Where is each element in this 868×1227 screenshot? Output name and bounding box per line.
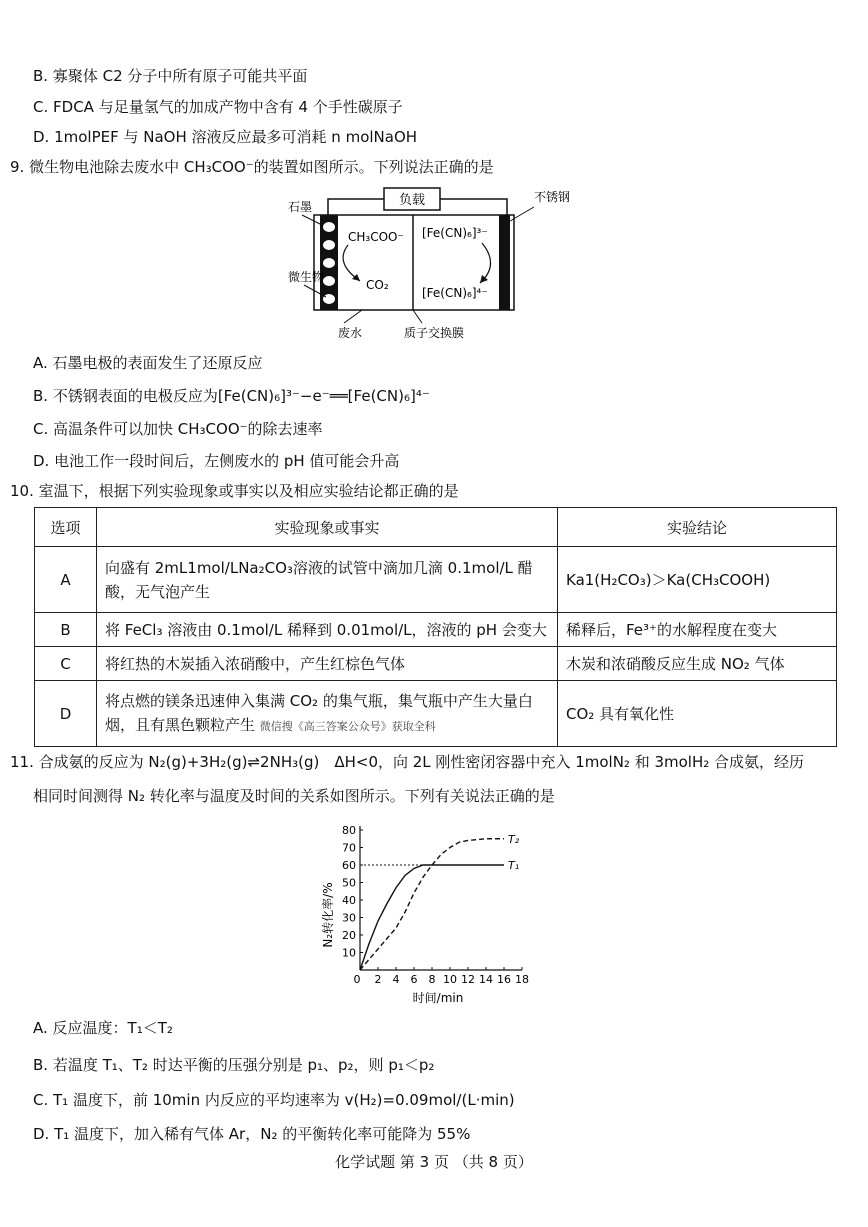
co2-label: CO₂ — [366, 278, 389, 292]
series-label: T₂ — [508, 832, 520, 846]
x-tick-label: 18 — [515, 973, 529, 986]
row-phenomenon: 将 FeCl₃ 溶液由 0.1mol/L 稀释到 0.01mol/L，溶液的 pH 会变大 — [97, 613, 558, 647]
series-t1-line — [360, 865, 504, 970]
row-conclusion: Ka1(H₂CO₃)＞Ka(CH₃COOH) — [558, 547, 837, 613]
x-tick-label: 6 — [410, 973, 418, 986]
header-conclusion: 实验结论 — [558, 508, 837, 547]
y-axis-label: N₂转化率/% — [321, 882, 335, 948]
steel-label: 不锈钢 — [534, 190, 571, 204]
row-phenomenon: 向盛有 2mL1mol/LNa₂CO₃溶液的试管中滴加几滴 0.1mol/L 醋酸，无气泡产生 — [97, 547, 558, 613]
row-phenomenon-text: 将点燃的镁条迅速伸入集满 CO₂ 的集气瓶，集气瓶中产生大量白烟，且有黑色颗粒产生 — [105, 691, 533, 734]
q9-option-a: A. 石墨电极的表面发生了还原反应 — [33, 354, 263, 372]
row-phenomenon: 将红热的木炭插入浓硝酸中，产生红棕色气体 — [97, 647, 558, 681]
table-row — [35, 647, 837, 681]
q11-option-b: B. 若温度 T₁、T₂ 时达平衡的压强分别是 p₁、p₂，则 p₁＜p₂ — [33, 1056, 435, 1074]
load-label: 负载 — [398, 193, 426, 208]
fe3-label: [Fe(CN)₆]³⁻ — [422, 226, 488, 240]
y-tick-label: 70 — [342, 841, 356, 855]
page-footer: 化学试题 第 3 页 （共 8 页） — [335, 1153, 533, 1171]
q10-stem: 10. 室温下，根据下列实验现象或事实以及相应实验结论都正确的是 — [10, 482, 459, 500]
header-option: 选项 — [35, 508, 97, 547]
x-tick-label: 2 — [374, 973, 382, 986]
x-tick-label: 8 — [428, 973, 436, 986]
q8-option-c: C. FDCA 与足量氢气的加成产物中含有 4 个手性碳原子 — [33, 98, 403, 116]
q8-option-d: D. 1molPEF 与 NaOH 溶液反应最多可消耗 n molNaOH — [33, 128, 418, 146]
y-tick-label: 20 — [342, 929, 356, 942]
origin-label: 0 — [353, 973, 361, 986]
table-row — [35, 547, 837, 613]
graphite-label: 石墨 — [288, 200, 313, 214]
y-tick-label: 10 — [342, 946, 356, 960]
fe4-label: [Fe(CN)₆]⁴⁻ — [422, 286, 488, 300]
acetate-label: CH₃COO⁻ — [348, 230, 404, 244]
y-tick-label: 50 — [342, 876, 356, 890]
table-row — [35, 613, 837, 647]
y-tick-label: 60 — [342, 859, 356, 872]
watermark-note: 微信搜《高三答案公众号》获取全科 — [259, 719, 436, 733]
row-conclusion: 稀释后，Fe³⁺的水解程度在变大 — [558, 613, 837, 647]
membrane-label: 质子交换膜 — [404, 326, 465, 340]
header-phenomenon: 实验现象或事实 — [97, 508, 558, 547]
row-option: D — [35, 681, 97, 747]
series-label: T₁ — [508, 859, 520, 872]
x-tick-label: 12 — [461, 973, 475, 986]
x-tick-label: 4 — [392, 973, 400, 986]
row-option: B — [35, 613, 97, 647]
q9-battery-figure — [282, 185, 572, 345]
q11-option-d: D. T₁ 温度下，加入稀有气体 Ar，N₂ 的平衡转化率可能降为 55% — [33, 1125, 471, 1143]
q9-option-d: D. 电池工作一段时间后，左侧废水的 pH 值可能会升高 — [33, 452, 400, 470]
x-axis-label: 时间/min — [412, 991, 464, 1005]
x-tick-label: 10 — [443, 973, 457, 986]
x-tick-label: 16 — [497, 973, 511, 986]
table-row — [35, 681, 837, 747]
q9-option-b: B. 不锈钢表面的电极反应为[Fe(CN)₆]³⁻−e⁻══[Fe(CN)₆]⁴⁻ — [33, 387, 430, 405]
q11-stem-2: 相同时间测得 N₂ 转化率与温度及时间的关系如图所示。下列有关说法正确的是 — [33, 787, 555, 805]
n2-conversion-chart — [310, 820, 540, 1010]
series-t2-line — [360, 839, 504, 970]
wastewater-label: 废水 — [338, 326, 363, 340]
q11-option-a: A. 反应温度：T₁＜T₂ — [33, 1019, 173, 1037]
y-tick-label: 80 — [342, 824, 356, 837]
q9-stem: 9. 微生物电池除去废水中 CH₃COO⁻的装置如图所示。下列说法正确的是 — [10, 158, 494, 176]
microbe-label: 微生物 — [288, 270, 325, 284]
y-tick-label: 40 — [342, 894, 356, 907]
q11-stem-1: 11. 合成氨的反应为 N₂(g)+3H₂(g)⇌2NH₃(g) ΔH<0，向 2L 刚性密闭容器中充入 1molN₂ 和 3molH₂ 合成氨，经历 — [10, 753, 805, 771]
row-phenomenon — [97, 681, 558, 747]
y-tick-label: 30 — [342, 911, 356, 925]
q9-option-c: C. 高温条件可以加快 CH₃COO⁻的除去速率 — [33, 420, 323, 438]
q11-option-c: C. T₁ 温度下，前 10min 内反应的平均速率为 v(H₂)=0.09mol/(L·min) — [33, 1091, 515, 1109]
row-conclusion: 木炭和浓硝酸反应生成 NO₂ 气体 — [558, 647, 837, 681]
q8-option-b: B. 寡聚体 C2 分子中所有原子可能共平面 — [33, 67, 308, 85]
q10-table — [34, 507, 837, 747]
row-option: A — [35, 547, 97, 613]
x-tick-label: 14 — [479, 973, 493, 986]
row-option: C — [35, 647, 97, 681]
row-conclusion: CO₂ 具有氧化性 — [558, 681, 837, 747]
